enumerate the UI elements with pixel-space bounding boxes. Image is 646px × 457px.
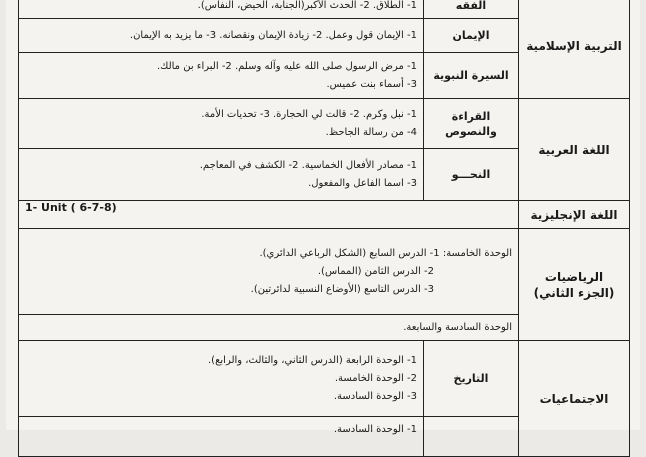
topics-nahw (19, 149, 424, 201)
topic-line: 3- الوحدة السادسة. (333, 390, 417, 402)
branch-sira: السيرة النبوية (424, 53, 519, 99)
syllabus-sheet (6, 0, 640, 435)
subject-math (519, 229, 630, 341)
topic-line: الوحدة السادسة والسابعة. (403, 321, 512, 333)
topic-line: 4- من رسالة الجاحظ. (325, 126, 417, 138)
math-subtitle: (الجزء الثاني) (533, 285, 615, 300)
topics-math-unit67 (19, 315, 519, 341)
table-row (19, 201, 630, 229)
topic-line: 3- أسماء بنت عميس. (326, 78, 417, 90)
table-row (19, 229, 630, 315)
branch-nahw: النحـــو (424, 149, 519, 201)
topic-line: 1- الإيمان قول وعمل. 2- زيادة الإيمان ونقصانه. 3- ما يزيد به الإيمان. (129, 29, 417, 41)
topics-history (19, 341, 424, 417)
subject-islamic: التربية الإسلامية (519, 0, 630, 99)
topics-fiqh (19, 0, 424, 19)
topics-qiraa (19, 99, 424, 149)
branch-history: التاريخ (424, 341, 519, 417)
topic-line: 1- الوحدة الرابعة (الدرس الثاني، والثالث، والرابع). (207, 354, 417, 366)
syllabus-table (18, 0, 630, 457)
topic-line: 1- الطلاق. 2- الحدث الأكبر(الجنابة، الحيض، النفاس). (197, 0, 417, 11)
topics-math-unit5 (19, 229, 519, 315)
table-row (19, 0, 630, 19)
subject-arabic: اللغة العربية (519, 99, 630, 201)
branch-fiqh: الفقه (424, 0, 519, 19)
topics-sira (19, 53, 424, 99)
topic-line: 2- الوحدة الخامسة. (334, 372, 417, 384)
subject-english: اللغة الإنجليزية (519, 201, 630, 229)
topic-line: الوحدة الخامسة: 1- الدرس السابع (الشكل الرباعي الدائري). (259, 247, 512, 259)
topic-line: 1- نبل وكرم. 2- قالت لي الحجارة. 3- تحديات الأمة. (201, 108, 417, 120)
branch-geo (424, 417, 519, 457)
table-row (19, 341, 630, 417)
topic-line: 3- الدرس التاسع (الأوضاع النسبية لدائرتين). (250, 283, 434, 295)
table-row (19, 99, 630, 149)
topics-iman (19, 19, 424, 53)
topic-line: 1- الوحدة السادسة. (333, 424, 417, 435)
math-title: الرياضيات (544, 269, 604, 284)
topic-line: 3- اسما الفاعل والمفعول. (308, 177, 417, 189)
topics-geo (19, 417, 424, 457)
branch-iman: الإيمان (424, 19, 519, 53)
subject-social: الاجتماعيات (519, 341, 630, 457)
topic-line: 2- الدرس الثامن (المماس). (317, 265, 434, 277)
topics-english: 1- Unit ( 6-7-8) (19, 201, 519, 229)
topic-line: 1- مصادر الأفعال الخماسية. 2- الكشف في المعاجم. (199, 159, 417, 171)
branch-qiraa: القراءة والنصوص (424, 99, 519, 149)
topic-line: 1- مرض الرسول صلى الله عليه وآله وسلم. 2- البراء بن مالك. (156, 60, 417, 72)
